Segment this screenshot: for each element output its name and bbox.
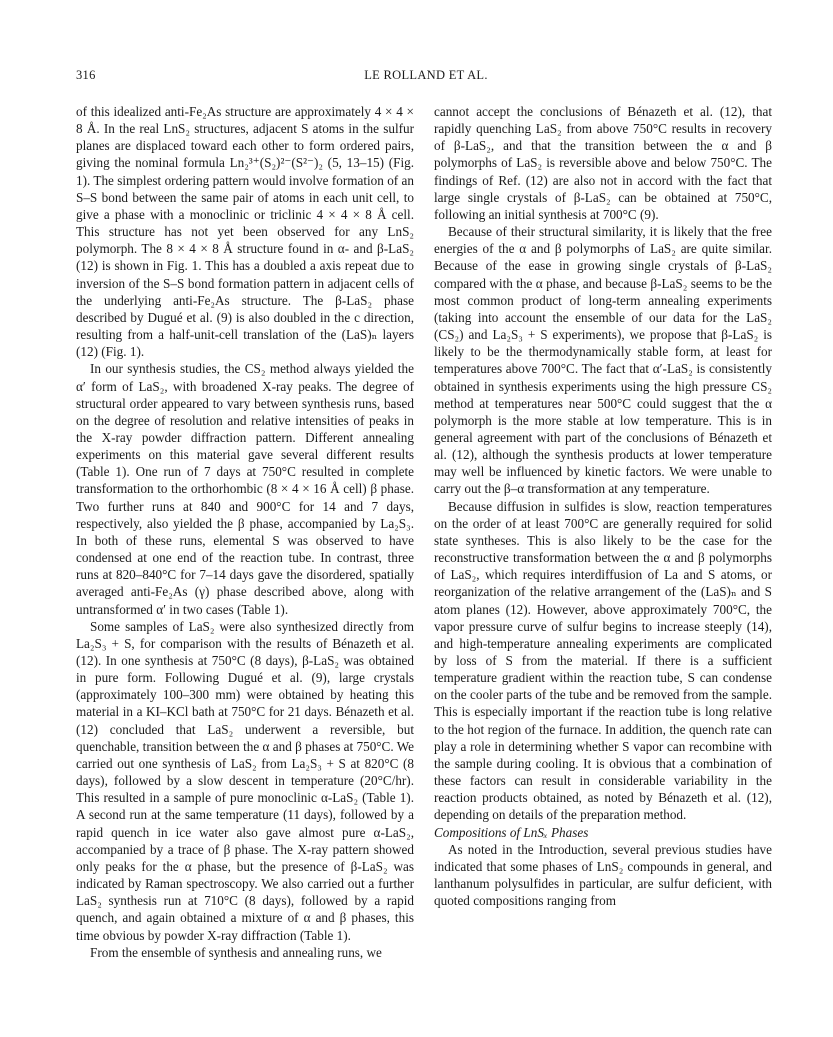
paragraph-4: From the ensemble of synthesis and annealing runs, we — [90, 944, 382, 960]
paragraph-1: of this idealized anti-Fe₂As structure are approximately 4 × 4 × 8 Å. In the real LnS₂ structures, adjacent S atoms in the sulfur planes are displaced toward each other to form ordered pairs, giving the nominal formula Ln₂³⁺(S₂)²⁻(S²⁻)₂ (5, 13–15) (Fig. 1). The simplest ordering pattern would involve formation of an S–S bond between the same pair of atoms in each unit cell, to give a phase with a monoclinic or triclinic 4 × 4 × 8 Å cell. This structure has not yet been observed for any LnS₂ polymorph. The 8 × 4 × 8 Å structure found in α- and β-LaS₂ (12) is shown in Fig. 1. This has a doubled a axis repeat due to inversion of the S–S bond formation pattern in adjacent cells of the underlying anti-Fe₂As structure. The β-LaS₂ phase described by Dugué et al. (9) is also doubled in the c direction, resulting from a half-unit-cell translation of the (LaS)ₙ layers (12) (Fig. 1). — [76, 104, 414, 360]
paragraph-8: As noted in the Introduction, several previous studies have indicated that some phases of LnS₂ compounds in general, and lanthanum polysulfides in particular, are sulfur deficient, with quoted compositions ranging from — [434, 841, 772, 909]
page-number: 316 — [76, 68, 96, 82]
running-title: LE ROLLAND ET AL. — [364, 68, 488, 82]
section-heading: Compositions of LnSₓ Phases — [434, 824, 589, 840]
right-column — [434, 103, 772, 909]
paragraph-2: In our synthesis studies, the CS₂ method always yielded the α′ form of LaS₂, with broadened X-ray peaks. The degree of structural order appeared to vary between synthesis runs, based on the degree of resolution and relative intensities of peaks in the X-ray powder diffraction pattern. Different annealing experiments on this material gave several different results (Table 1). One run of 7 days at 750°C resulted in complete transformation to the orthorhombic (8 × 4 × 16 Å cell) β phase. Two further runs at 840 and 900°C for 14 and 7 days, respectively, also yielded the β phase, accompanied by La₂S₃. In both of these runs, elemental S was observed to have condensed at one end of the reaction tube. In contrast, three runs at 820–840°C for 7–14 days gave the disordered, spatially averaged anti-Fe₂As (γ) phase described above, along with untransformed α′ in two cases (Table 1). — [76, 361, 414, 617]
paragraph-6: Because of their structural similarity, it is likely that the free energies of the α and β polymorphs of LaS₂ are quite similar. Because of the ease in growing single crystals of β-LaS₂ compared with the α phase, and because β-LaS₂ seems to be the most common product of long-term annealing experiments (taking into account the ensemble of our data for the LaS₂ (CS₂) and La₂S₃ + S experiments), we propose that β-LaS₂ is likely to be the thermodynamically stable form, at least for temperatures above 700°C. The fact that α′-LaS₂ is consistently obtained in synthesis experiments using the high pressure CS₂ method at temperatures near 500°C could suggest that the α polymorph is the more stable at low temperature. This is in general agreement with part of the conclusions of Bénazeth et al. (12), although the synthesis products at lower temperature may well be influenced by kinetic factors. We were unable to carry out the β–α transformation at any temperature. — [434, 224, 772, 497]
paragraph-7: Because diffusion in sulfides is slow, reaction temperatures on the order of at least 700°C are generally required for solid state syntheses. This is also likely to be the case for the reconstructive transformation between the α and β polymorphs of LaS₂, which requires interdiffusion of La and S atoms, or reorganization of the relative arrangement of the (LaS)ₙ and S atom planes (12). However, above approximately 700°C, the vapor pressure curve of sulfur begins to increase steeply (14), and high-temperature annealing experiments are complicated by loss of S from the material. If there is a sufficient temperature gradient within the reaction tube, S can condense on the cooler parts of the tube and be removed from the sample. This is especially important if the reaction tube is long relative to the hot region of the furnace. In addition, the quench rate can play a role in determining whether S vapor can recombine with the sample during cooling. It is obvious that a combination of these factors can result in considerable variability in the reaction products obtained, as noted by Bénazeth et al. (12), depending on details of the preparation method. — [434, 498, 772, 823]
paragraph-5: cannot accept the conclusions of Bénazeth et al. (12), that rapidly quenching LaS₂ from above 750°C results in recovery of β-LaS₂, and that the transition between the α and β polymorphs of LaS₂ is reversible above and below 750°C. The findings of Ref. (12) are also not in accord with the fact that large single crystals of β-LaS₂ can be obtained at 750°C, following an initial synthesis at 700°C (9). — [434, 104, 772, 222]
paragraph-3: Some samples of LaS₂ were also synthesized directly from La₂S₃ + S, for comparison with the results of Bénazeth et al. (12). In one synthesis at 750°C (8 days), β-LaS₂ was obtained in pure form. Following Dugué et al. (9), large crystals (approximately 100–300 mm) were obtained by heating this material in a KI–KCl bath at 750°C for 21 days. Bénazeth et al. (12) concluded that LaS₂ underwent a reversible, but quenchable, transition between the α and β phases at 750°C. We carried out one synthesis of LaS₂ from La₂S₃ + S at 820°C (8 days), followed by a slow descent in temperature (20°C/hr). This resulted in a sample of pure monoclinic α-LaS₂ (Table 1). A second run at the same temperature (11 days), followed by a rapid quench in ice water also gave almost pure α-LaS₂, accompanied by a trace of β phase. The X-ray pattern showed only peaks for the α phase, but the presence of β-LaS₂ was indicated by Raman spectroscopy. We also carried out a further LaS₂ synthesis run at 710°C (8 days), followed by a rapid quench, and again obtained a mixture of α and β phases, this time obvious by powder X-ray diffraction (Table 1). — [76, 618, 414, 943]
left-column — [76, 103, 414, 961]
page-header — [76, 68, 776, 88]
